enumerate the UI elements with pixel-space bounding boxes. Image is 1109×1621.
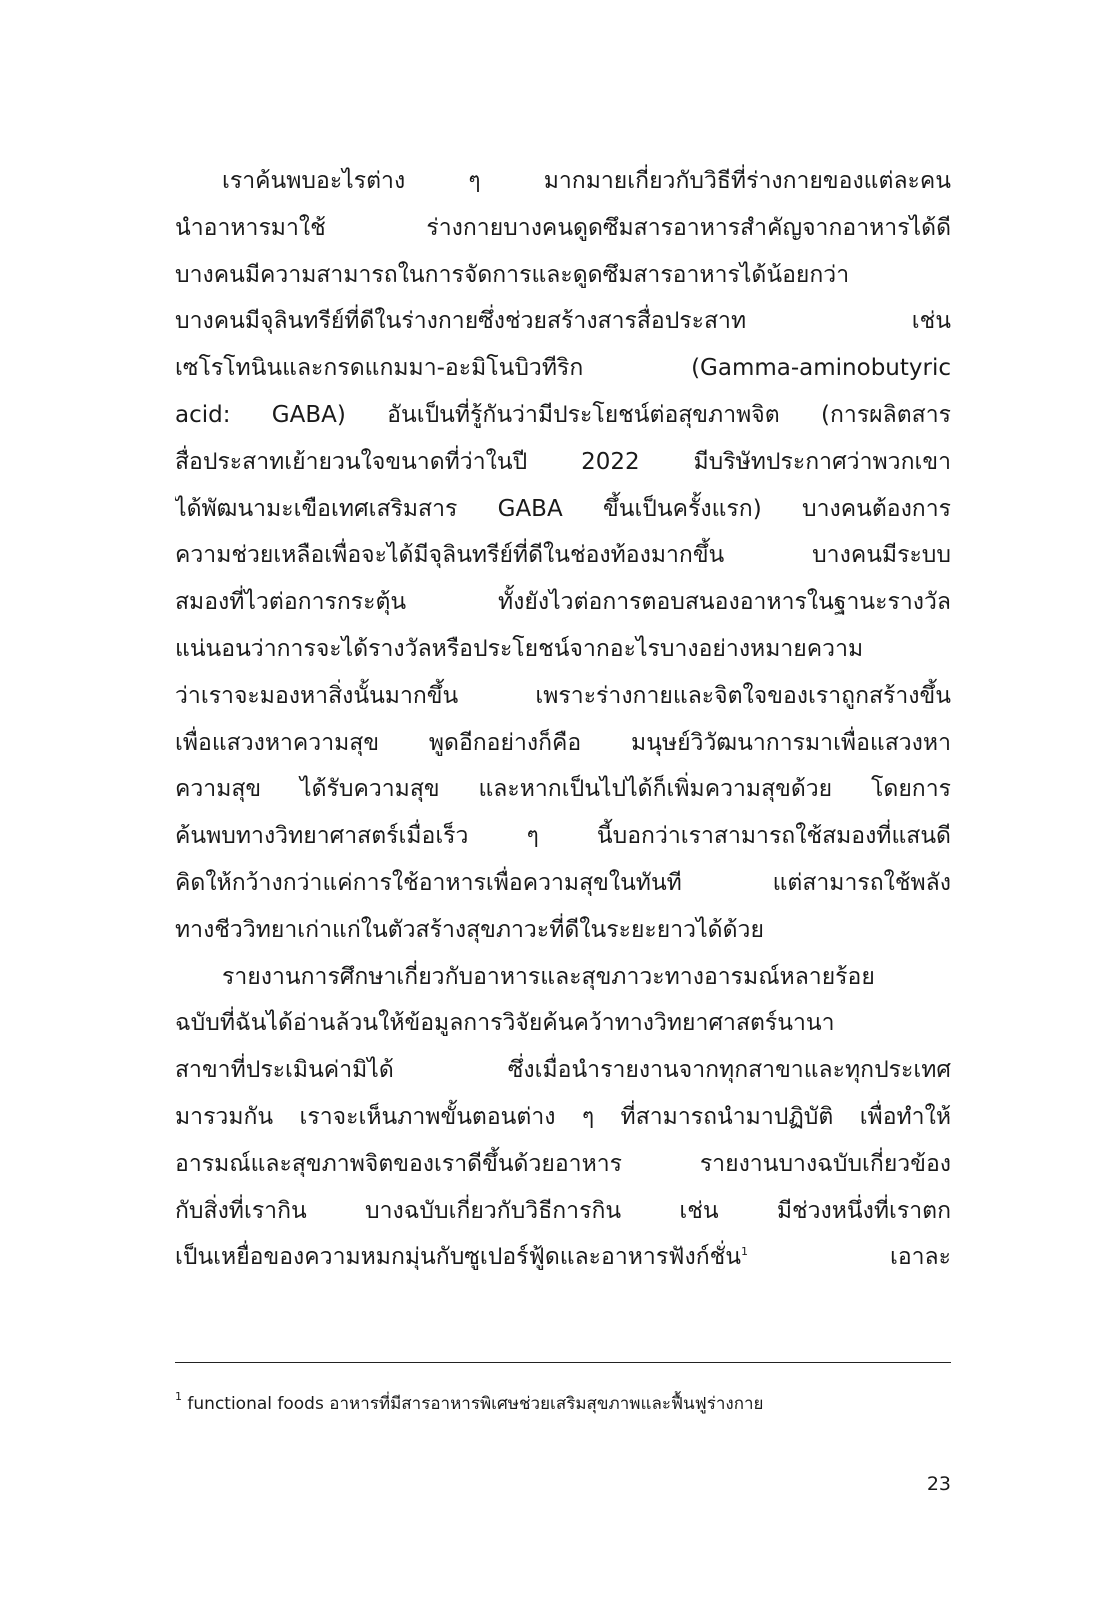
text-line: ทางชีววิทยาเก่าแก่ในตัวสร้างสุขภาวะที่ดีในระยะยาวได้ด้วย: [175, 916, 764, 943]
footnote-divider: [175, 1362, 951, 1363]
text-line: เพื่อแสวงหาความสุข พูดอีกอย่างก็คือ มนุษย์วิวัฒนาการมาเพื่อแสวงหา: [175, 729, 951, 756]
text-line: กับสิ่งที่เรากิน บางฉบับเกี่ยวกับวิธีการกิน เช่น มีช่วงหนึ่งที่เราตก: [175, 1197, 951, 1224]
text-line: สาขาที่ประเมินค่ามิได้ ซึ่งเมื่อนำรายงานจากทุกสาขาและทุกประเทศ: [175, 1057, 951, 1084]
text-line: ค้นพบทางวิทยาศาสตร์เมื่อเร็ว ๆ นี้บอกว่าเราสามารถใช้สมองที่แสนดี: [175, 823, 951, 850]
text-line: อารมณ์และสุขภาพจิตของเราดีขึ้นด้วยอาหาร รายงานบางฉบับเกี่ยวข้อง: [175, 1150, 951, 1177]
footnote-marker: 1: [175, 1390, 182, 1403]
text-line: เราค้นพบอะไรต่าง ๆ มากมายเกี่ยวกับวิธีที่ร่างกายของแต่ละคน: [222, 168, 951, 194]
text-line: ได้พัฒนามะเขือเทศเสริมสาร GABA ขึ้นเป็นครั้งแรก) บางคนต้องการ: [175, 495, 951, 522]
text-line: acid: GABA) อันเป็นที่รู้กันว่ามีประโยชน์ต่อสุขภาพจิต (การผลิตสาร: [175, 401, 951, 428]
text-line: ว่าเราจะมองหาสิ่งนั้นมากขึ้น เพราะร่างกายและจิตใจของเราถูกสร้างขึ้น: [175, 682, 951, 709]
text-line: ความสุข ได้รับความสุข และหากเป็นไปได้ก็เพิ่มความสุขด้วย โดยการ: [175, 776, 951, 803]
footnote-reference[interactable]: 1: [740, 1245, 748, 1259]
footnote-text: functional foods อาหารที่มีสารอาหารพิเศษช่วยเสริมสุขภาพและฟื้นฟูร่างกาย: [187, 1394, 764, 1414]
text-line: นำอาหารมาใช้ ร่างกายบางคนดูดซึมสารอาหารสำคัญจากอาหารได้ดี: [175, 214, 951, 241]
text-line: สมองที่ไวต่อการกระตุ้น ทั้งยังไวต่อการตอบสนองอาหารในฐานะรางวัล: [175, 589, 951, 616]
text-line: ความช่วยเหลือเพื่อจะได้มีจุลินทรีย์ที่ดีในช่องท้องมากขึ้น บางคนมีระบบ: [175, 542, 951, 569]
text-line: สื่อประสาทเย้ายวนใจขนาดที่ว่าในปี 2022 มีบริษัทประกาศว่าพวกเขา: [175, 448, 951, 475]
text-line: คิดให้กว้างกว่าแค่การใช้อาหารเพื่อความสุขในทันที แต่สามารถใช้พลัง: [175, 869, 951, 896]
text-line: บางคนมีจุลินทรีย์ที่ดีในร่างกายซึ่งช่วยสร้างสารสื่อประสาท เช่น: [175, 308, 951, 335]
paragraph-2: [175, 954, 951, 1282]
text-line: มารวมกัน เราจะเห็นภาพขั้นตอนต่าง ๆ ที่สามารถนำมาปฏิบัติ เพื่อทำให้: [175, 1103, 951, 1130]
text-segment: เอาละ: [747, 1244, 951, 1271]
text-line: ฉบับที่ฉันได้อ่านล้วนให้ข้อมูลการวิจัยค้นคว้าทางวิทยาศาสตร์นานา: [175, 1010, 835, 1037]
text-line: รายงานการศึกษาเกี่ยวกับอาหารและสุขภาวะทางอารมณ์หลายร้อย: [222, 963, 875, 990]
body-text: [175, 158, 951, 1281]
page-number: 23: [926, 1473, 951, 1495]
paragraph-1: [175, 158, 951, 954]
text-line-with-footnote: [175, 1234, 951, 1281]
footnote: [175, 1392, 951, 1416]
text-line: บางคนมีความสามารถในการจัดการและดูดซึมสารอาหารได้น้อยกว่า: [175, 261, 850, 288]
text-line: เซโรโทนินและกรดแกมมา-อะมิโนบิวทีริก (Gamma-aminobutyric: [175, 355, 951, 382]
text-line: แน่นอนว่าการจะได้รางวัลหรือประโยชน์จากอะไรบางอย่างหมายความ: [175, 635, 864, 662]
text-segment: เป็นเหยื่อของความหมกมุ่นกับซูเปอร์ฟู้ดและอาหารฟังก์ชั่น: [175, 1244, 741, 1271]
